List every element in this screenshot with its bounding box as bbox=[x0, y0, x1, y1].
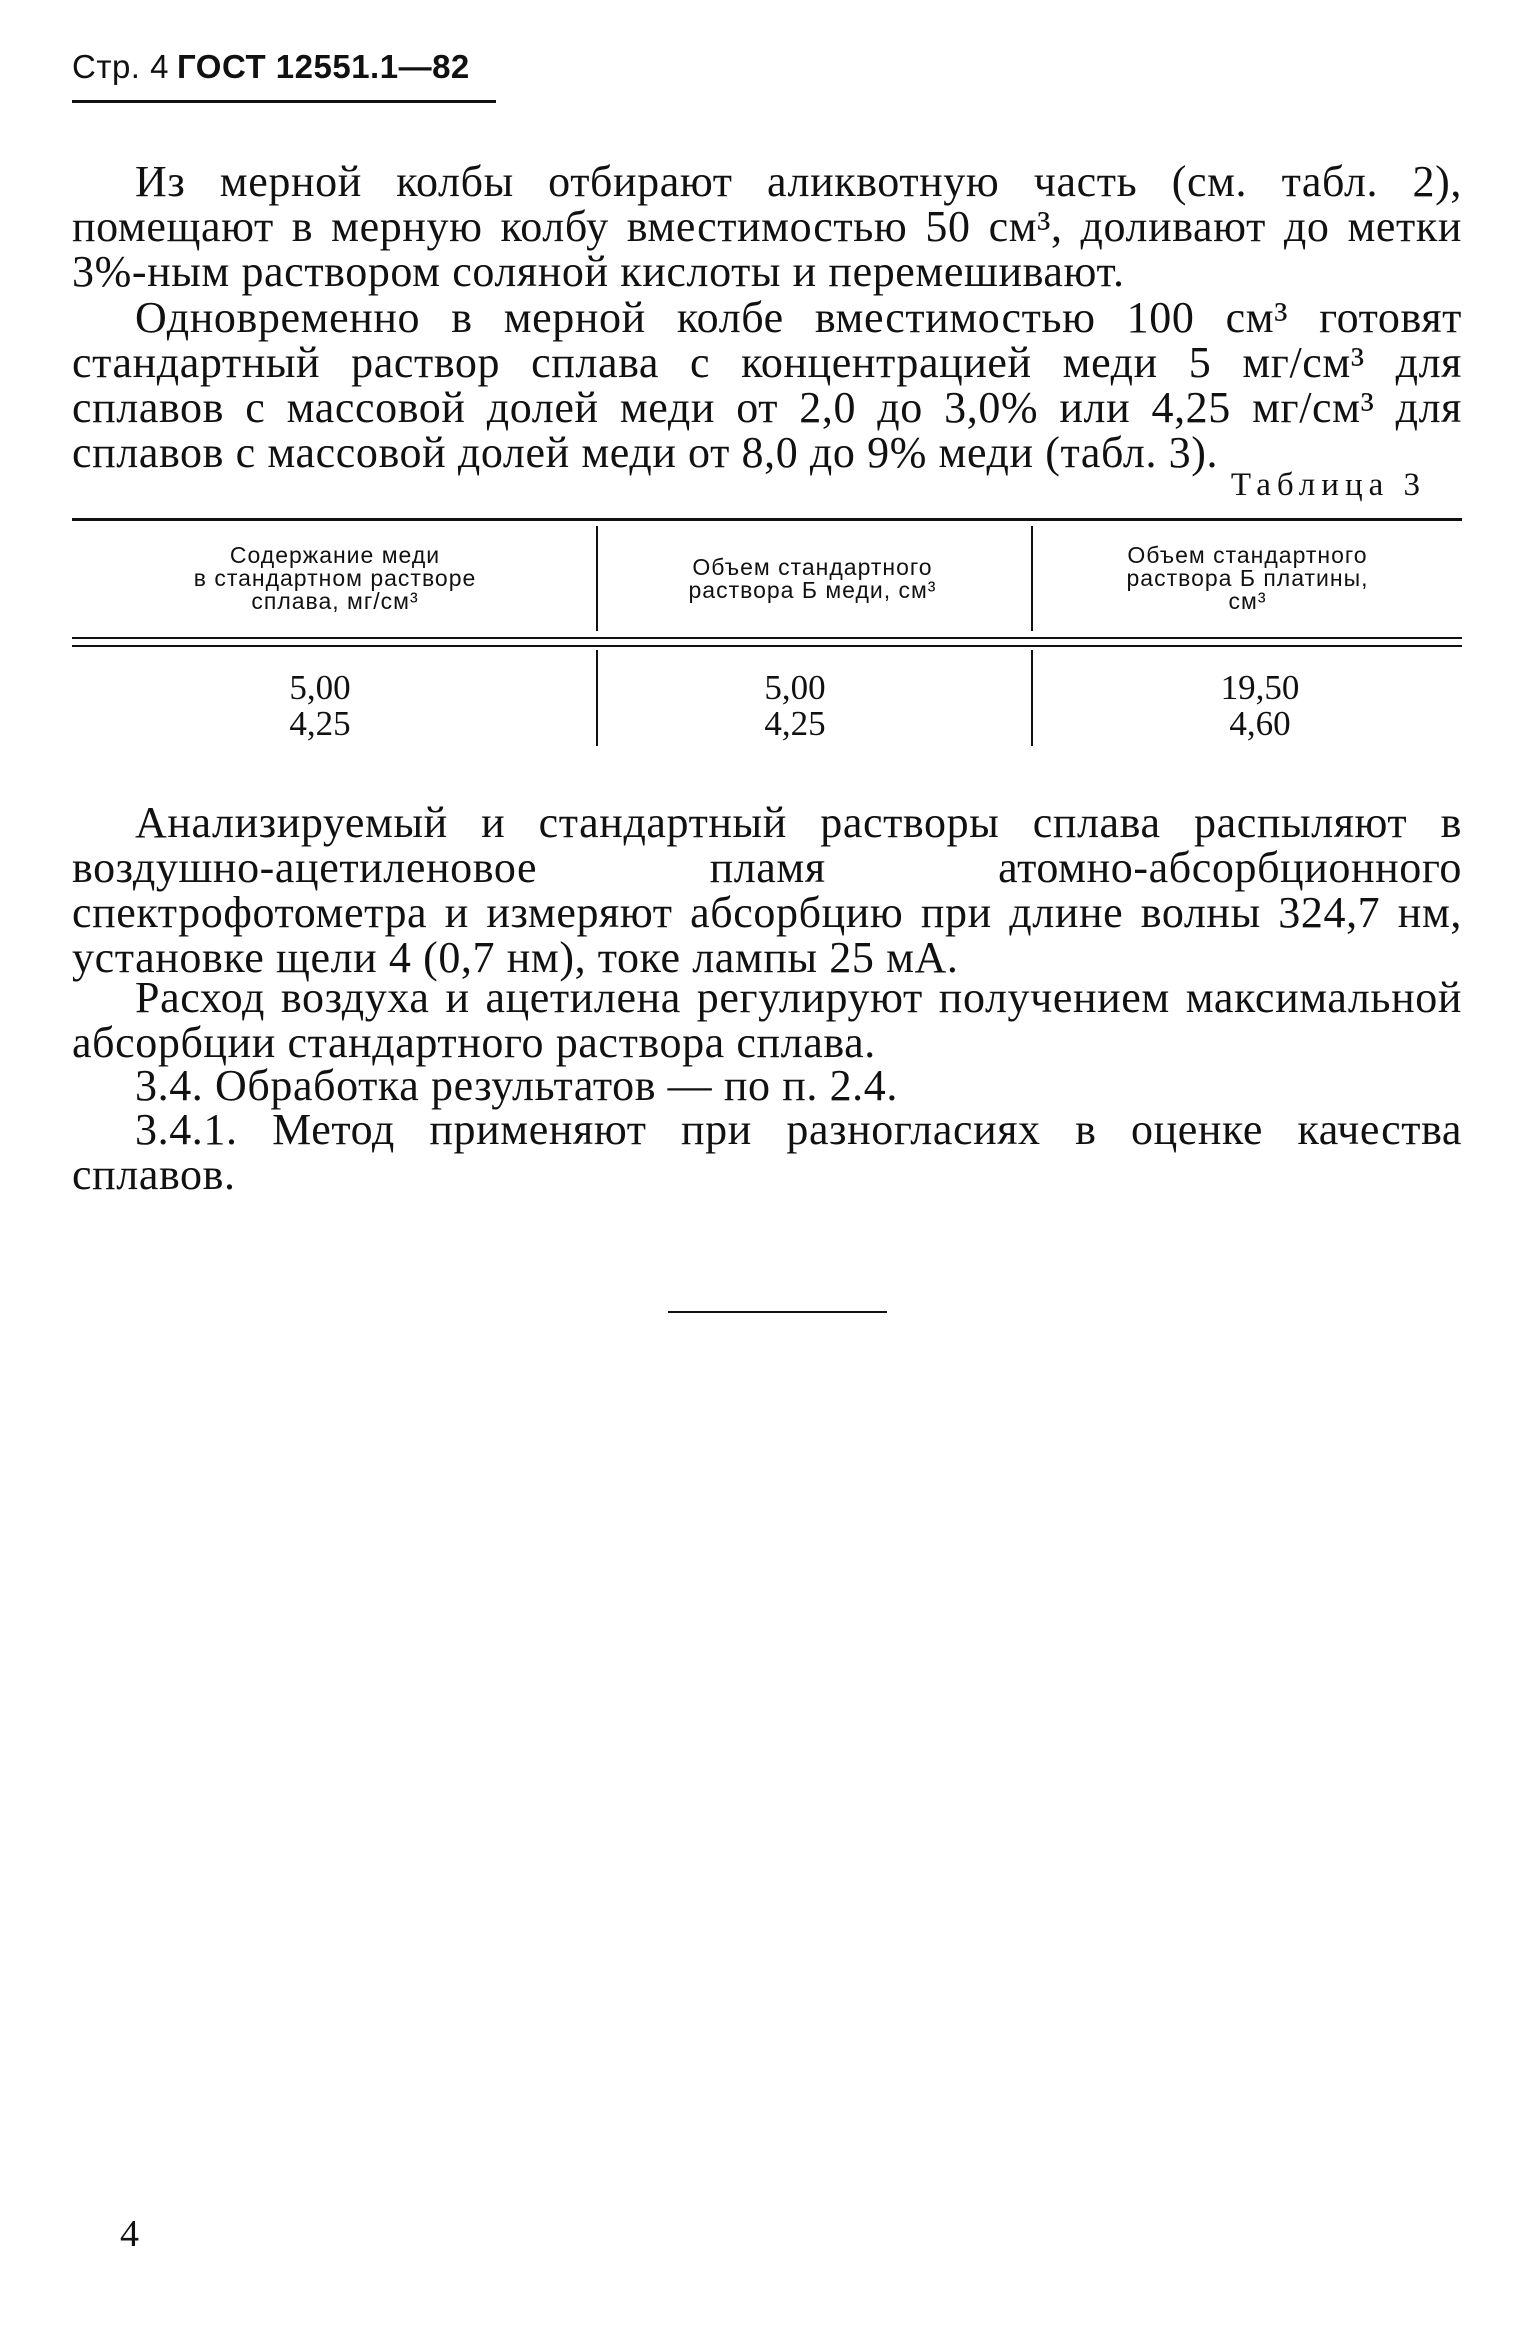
page-label: Стр. 4 bbox=[72, 48, 169, 85]
table-header-cell: Объем стандартного раствора Б меди, см³ bbox=[688, 554, 937, 603]
page-number: 4 bbox=[120, 2213, 139, 2255]
end-rule bbox=[668, 1311, 887, 1313]
column-divider bbox=[596, 650, 598, 746]
column-divider bbox=[1031, 650, 1033, 746]
paragraph-section-3-4-1: 3.4.1. Метод применяют при разногласиях в оценке качества сплавов. bbox=[72, 1105, 1462, 1199]
table-cell: 5,00 4,25 bbox=[764, 668, 826, 743]
table-cell: 19,50 4,60 bbox=[1220, 668, 1300, 743]
table-header-cell: Объем стандартного раствора Б платины, см³ bbox=[1126, 542, 1369, 614]
column-divider bbox=[1031, 526, 1033, 631]
paragraph-standard-solution: Одновременно в мерной колбе вместимостью 100 см³ готовят стандартный раствор сплава с концентрацией меди 5 мг/см³ для сплавов с массовой долей меди от 2,0 до 3,0% или 4,25 мг/см³ для сплавов с массовой долей меди от 8,0 до 9% меди (табл. 3). bbox=[72, 293, 1462, 477]
paragraph-section-3-4: 3.4. Обработка результатов — по п. 2.4. bbox=[135, 1061, 898, 1110]
header-rule bbox=[72, 100, 496, 103]
paragraph-aliquot: Из мерной колбы отбирают аликвотную часть (см. табл. 2), помещают в мерную колбу вместимостью 50 см³, доливают до метки 3%-ным раствором соляной кислоты и перемешивают. bbox=[72, 157, 1462, 296]
table-cell: 5,00 4,25 bbox=[289, 668, 351, 743]
column-divider bbox=[596, 526, 598, 631]
table-header-cell: Содержание меди в стандартном растворе сплава, мг/см³ bbox=[193, 542, 477, 614]
running-header bbox=[72, 48, 470, 86]
table-top-rule bbox=[72, 518, 1462, 521]
table-header-rule-double bbox=[72, 645, 1462, 647]
table-header-rule bbox=[72, 637, 1462, 639]
standard-number: ГОСТ 12551.1—82 bbox=[177, 48, 470, 85]
paragraph-gas-flow: Расход воздуха и ацетилена регулируют получением максимальной абсорбции стандартного раствора сплава. bbox=[72, 973, 1462, 1067]
paragraph-measurement: Анализируемый и стандартный растворы сплава распыляют в воздушно-ацетиленовое пламя атомно-абсорбционного спектрофотометра и измеряют абсорбцию при длине волны 324,7 нм, установке щели 4 (0,7 нм), токе лампы 25 мА. bbox=[72, 798, 1462, 982]
table-caption: Таблица 3 bbox=[1230, 467, 1426, 503]
